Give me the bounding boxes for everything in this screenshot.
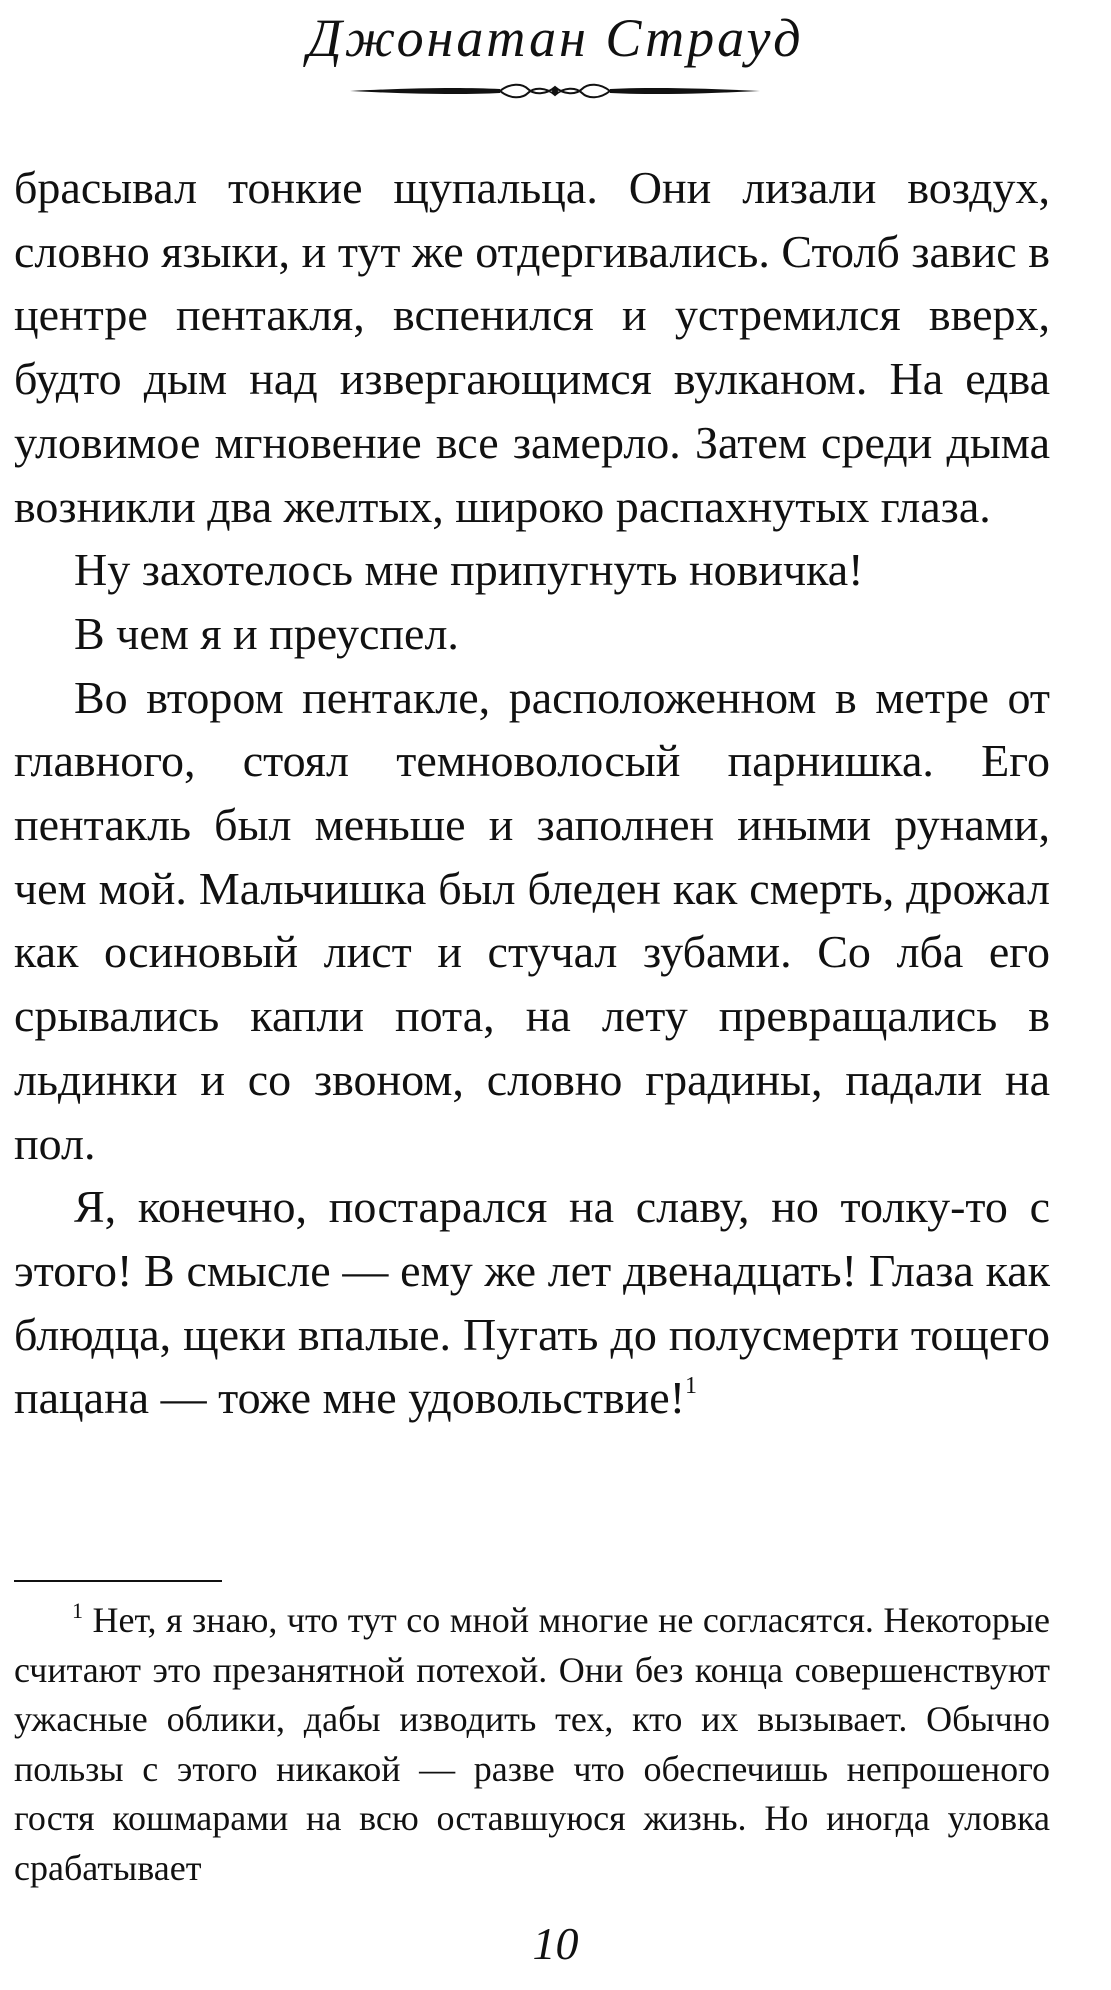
footnote-marker: 1 — [72, 1598, 83, 1623]
running-head-author: Джонатан Страуд — [307, 8, 804, 68]
footnote — [14, 1596, 1050, 1894]
paragraph-5 — [14, 1175, 1050, 1430]
footnote-separator — [14, 1580, 222, 1582]
paragraph-1: брасывал тонкие щупальца. Они лизали воздух, словно языки, и тут же отдергивались. Столб завис в центре пентакля, вспенился и устремился вверх, будто дым над извергающимся вулканом. На едва уловимое мгновение все замерло. Затем среди дыма возникли два желтых, широко распахнутых глаза. — [14, 162, 1050, 532]
footnote-paragraph — [14, 1596, 1050, 1894]
paragraph-3: В чем я и преуспел. — [74, 607, 459, 659]
footnote-reference[interactable]: 1 — [685, 1373, 698, 1400]
main-text — [14, 156, 1050, 1430]
footnote-text: Нет, я знаю, что тут со мной многие не согласятся. Некоторые считают это презанятной потехой. Они без конца совершенствуют ужасные облики, дабы изводить тех, кто их вызывает. Обычно пользы с этого никакой — разве что обеспечишь непрошеного гостя кошмарами на всю оставшуюся жизнь. Но иногда уловка срабатывает — [14, 1600, 1051, 1888]
paragraph-4: Во втором пентакле, расположенном в метре от главного, стоял темноволосый парнишка. Его пентакль был меньше и заполнен иными рунами, чем мой. Мальчишка был бледен как смерть, дрожал как осиновый лист и стучал зубами. Со лба его срывались капли пота, на лету превращались в льдинки и со звоном, словно градины, падали на пол. — [14, 671, 1050, 1169]
paragraph-5-text: Я, конечно, постарался на славу, но толку-то с этого! В смысле — ему же лет двенадцать! Глаза как блюдца, щеки впалые. Пугать до полусмерти тощего пацана — тоже мне удовольствие! — [14, 1181, 1050, 1424]
paragraph-2: Ну захотелось мне припугнуть новичка! — [74, 544, 864, 596]
flourish-divider-icon — [350, 78, 760, 104]
page-number: 10 — [532, 1918, 579, 1969]
